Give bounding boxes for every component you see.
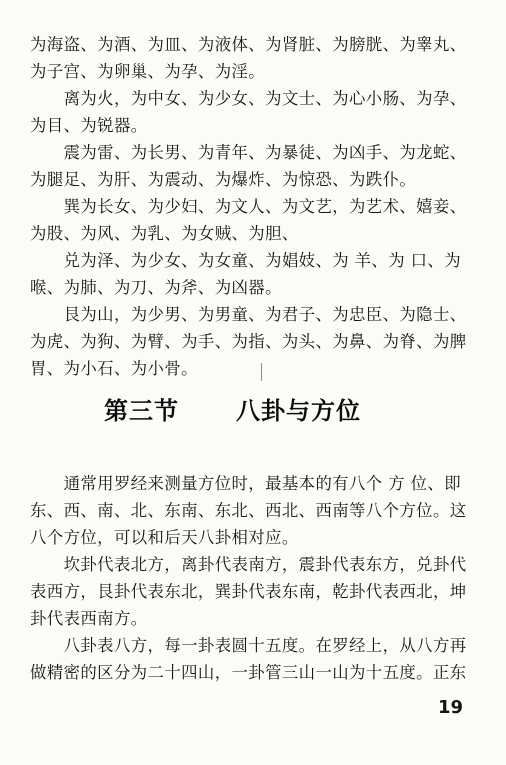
section-number: 第三节	[104, 396, 179, 425]
text-line: 喉、为肺、为刀、为斧、为凶器。	[30, 278, 282, 297]
text-line: 胃、为小石、为小骨。	[30, 359, 198, 378]
text-line: 坎卦代表北方，离卦代表南方，震卦代表东方，兑卦代	[30, 555, 467, 574]
text-line: 八个方位，可以和后天八卦相对应。	[30, 528, 299, 547]
text-line: 卦代表西南方。	[30, 609, 148, 628]
text-line: 离为火，为中女、为少女、为文士、为心小肠、为孕、	[30, 89, 467, 108]
text-line: 表西方，艮卦代表东北，巽卦代表东南，乾卦代表西北，坤	[30, 582, 467, 601]
text-line: 为目、为锐器。	[30, 116, 148, 135]
text-line: 为股、为风、为乳、为女贼、为胆、	[30, 224, 299, 243]
section-title: 八卦与方位	[236, 396, 361, 425]
text-line: 巽为长女、为少妇、为文人、为文艺，为艺术、嬉妾、	[30, 197, 467, 216]
text-line: 做精密的区分为二十四山，一卦管三山一山为十五度。正东	[30, 663, 467, 682]
text-line: 通常用罗经来测量方位时，最基本的有八个 方 位、即	[30, 474, 461, 493]
text-line: 东、西、南、北、东南、东北、西北、西南等八个方位。这	[30, 501, 467, 520]
text-line: 八卦表八方，每一卦表圆十五度。在罗经上，从八方再	[30, 636, 467, 655]
page-crease	[261, 363, 262, 381]
text-line: 为海盗、为酒、为皿、为液体、为肾脏、为膀胱、为睾丸、	[30, 35, 467, 54]
text-line: 震为雷、为长男、为青年、为暴徒、为凶手、为龙蛇、	[30, 143, 467, 162]
text-line: 为虎、为狗、为臂、为手、为指、为头、为鼻、为脊、为脾	[30, 332, 467, 351]
text-line: 兑为泽、为少女、为女童、为娼妓、为 羊、为 口、为	[30, 251, 461, 270]
text-line: 为腿足、为肝、为震动、为爆炸、为惊恐、为跌仆。	[30, 170, 417, 189]
text-line: 艮为山，为少男、为男童、为君子、为忠臣、为隐士、	[30, 305, 467, 324]
text-line: 为子宫、为卵巢、为孕、为淫。	[30, 62, 266, 81]
page-number: 19	[438, 697, 464, 718]
